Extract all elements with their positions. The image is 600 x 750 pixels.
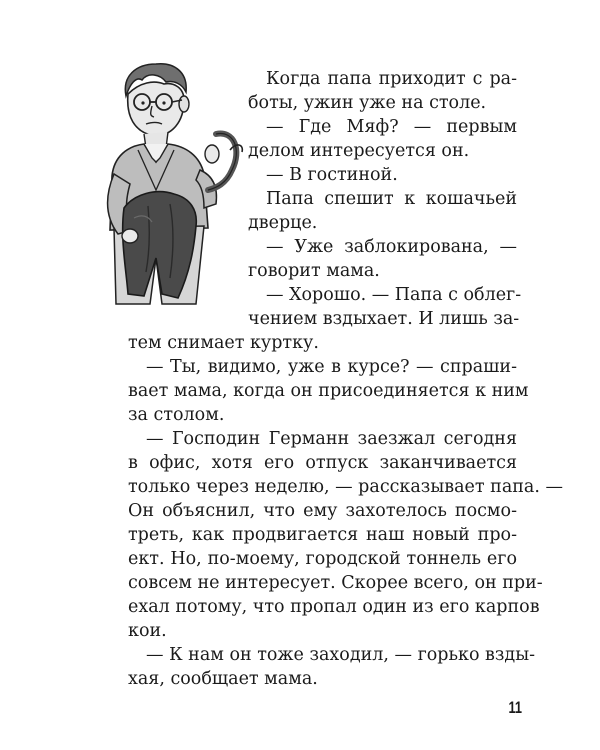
text-line: — Где Мяф? — первым [266, 117, 517, 137]
text-line: — К нам он тоже заходил, — горько взды- [146, 645, 536, 665]
text-line: — Ты, видимо, уже в курсе? — спраши- [146, 357, 517, 377]
page-number: 11 [508, 698, 522, 717]
text-line: — Хорошо. — Папа с облег- [266, 285, 522, 305]
text-line: в офис, хотя его отпуск заканчивается [128, 453, 517, 473]
text-line: кои. [128, 621, 167, 641]
text-line: дверце. [248, 213, 318, 233]
text-line: делом интересуется он. [248, 141, 470, 161]
text-line: совсем не интересует. Скорее всего, он при- [128, 573, 543, 593]
text-line: треть, как продвигается наш новый про- [128, 525, 517, 545]
text-line: ехал потому, что пропал один из его карпов [128, 597, 540, 617]
text-line: чением вздыхает. И лишь за- [248, 309, 520, 329]
text-line: хая, сообщает мама. [128, 669, 318, 689]
text-line: Когда папа приходит с ра- [266, 69, 517, 89]
text-line: Папа спешит к кошачьей [266, 189, 517, 209]
text-line: — В гостиной. [266, 165, 398, 185]
text-line: — Господин Германн заезжал сегодня [146, 429, 517, 449]
text-line: тем снимает куртку. [128, 333, 319, 353]
text-line: вает мама, когда он присоединяется к ним [128, 381, 529, 401]
text-line: — Уже заблокирована, — [266, 237, 517, 257]
text-line: только через неделю, — рассказывает папа. — [128, 477, 563, 497]
text-line: Он объяснил, что ему захотелось посмо- [128, 501, 517, 521]
father-with-jacket-illustration [104, 58, 254, 306]
text-line: говорит мама. [248, 261, 380, 281]
text-line: боты, ужин уже на столе. [248, 93, 487, 113]
text-line: за столом. [128, 405, 225, 425]
text-line: ект. Но, по-моему, городской тоннель его [128, 549, 517, 569]
